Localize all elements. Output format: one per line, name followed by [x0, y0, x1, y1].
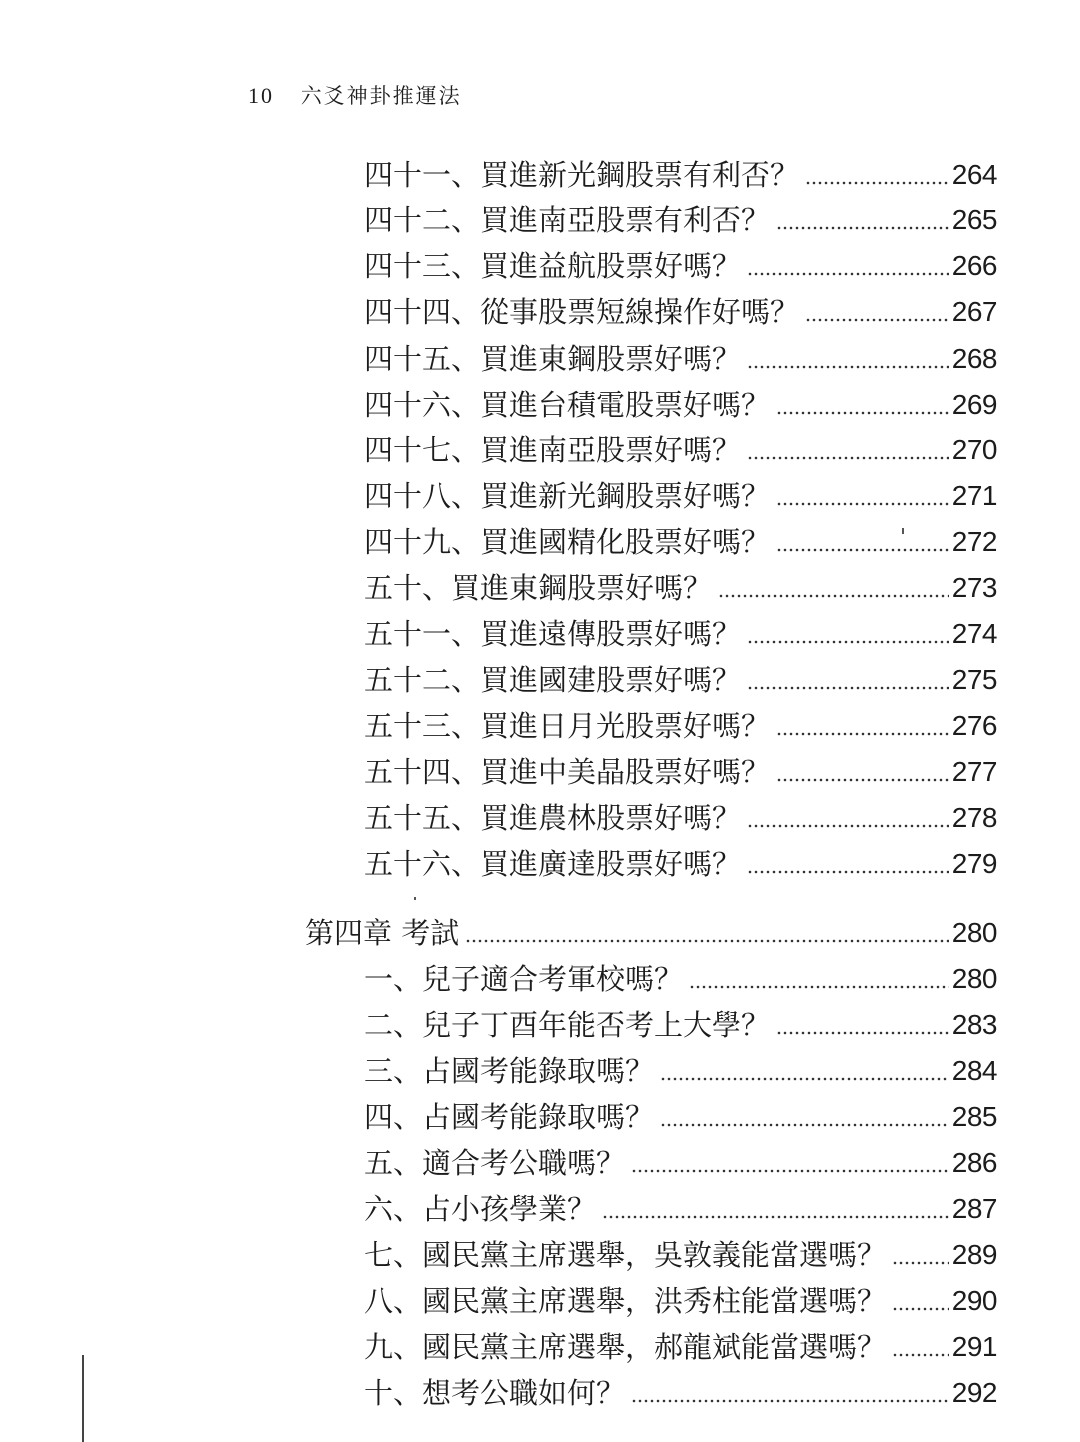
toc-entry-page: 264 [951, 159, 997, 190]
toc-entry-title: 五十二、買進國建股票好嗎？ [364, 663, 742, 697]
dot-leader [805, 301, 949, 323]
toc-entry [364, 1235, 997, 1275]
toc-entry [364, 1005, 997, 1045]
toc-entry [364, 798, 997, 838]
dot-leader [776, 761, 949, 783]
toc-entry-title: 五十四、買進中美晶股票好嗎？ [364, 755, 771, 789]
toc-entry [364, 706, 997, 746]
toc-entry-title: 四十六、買進台積電股票好嗎？ [364, 388, 771, 422]
toc-entry-title: 四十二、買進南亞股票有利否？ [364, 203, 771, 237]
header-page-number: 10 [248, 83, 274, 108]
dot-leader [689, 968, 949, 990]
toc-entry-title: 五十五、買進農林股票好嗎？ [364, 801, 742, 835]
toc-entry [364, 246, 997, 286]
chapter-title: 第四章 考試 [305, 916, 460, 950]
toc-entry-title: 五十、買進東鋼股票好嗎？ [364, 571, 713, 605]
toc-entry-title: 六、占小孩學業？ [364, 1192, 597, 1226]
toc-entry-page: 278 [951, 802, 997, 833]
dot-leader [747, 348, 949, 370]
toc-entry [364, 292, 997, 332]
toc-entry-page: 280 [951, 917, 997, 948]
toc-entry-title: 四十三、買進益航股票好嗎？ [364, 249, 742, 283]
scan-margin-line [82, 1355, 84, 1442]
dot-leader [776, 531, 949, 553]
dot-leader [747, 669, 949, 691]
dot-leader [776, 394, 949, 416]
dot-leader [602, 1198, 949, 1220]
toc-entry-page: 270 [951, 434, 997, 465]
scan-speck [902, 528, 904, 534]
toc-entry-page: 287 [951, 1193, 997, 1224]
toc-entry [364, 844, 997, 884]
toc-entry-title: 四十九、買進國精化股票好嗎？ [364, 525, 771, 559]
dot-leader [892, 1244, 949, 1266]
toc-entry-title: 二、兒子丁酉年能否考上大學？ [364, 1008, 771, 1042]
dot-leader [892, 1336, 949, 1358]
toc-entry-page: 280 [951, 963, 997, 994]
toc-entry [364, 385, 997, 425]
toc-entry-title: 四十五、買進東鋼股票好嗎？ [364, 342, 742, 376]
dot-leader [776, 485, 949, 507]
toc-entry [364, 959, 997, 999]
toc-entry [364, 1143, 997, 1183]
toc-entry-title: 八、國民黨主席選舉，洪秀柱能當選嗎？ [364, 1284, 887, 1318]
toc-entry-page: 284 [951, 1055, 997, 1086]
toc-entry-page: 266 [951, 250, 997, 281]
dot-leader [718, 577, 949, 599]
toc-entry [364, 660, 997, 700]
toc-entry [364, 476, 997, 516]
dot-leader [631, 1382, 949, 1404]
toc-entry-title: 一、兒子適合考軍校嗎？ [364, 962, 684, 996]
dot-leader [631, 1152, 949, 1174]
toc-entry-page: 268 [951, 343, 997, 374]
toc-entry-page: 271 [951, 480, 997, 511]
toc-entry-page: 283 [951, 1009, 997, 1040]
dot-leader [892, 1290, 949, 1312]
toc-entry-page: 269 [951, 389, 997, 420]
toc-entry-title: 五、適合考公職嗎？ [364, 1146, 626, 1180]
toc-chapter-heading [305, 913, 997, 953]
header-book-title: 六爻神卦推運法 [300, 84, 462, 108]
toc-entry-page: 291 [951, 1331, 997, 1362]
toc-entry-title: 五十三、買進日月光股票好嗎？ [364, 709, 771, 743]
toc-entry [364, 1281, 997, 1321]
toc-entry-page: 292 [951, 1377, 997, 1408]
dot-leader [747, 807, 949, 829]
toc-entry-page: 274 [951, 618, 997, 649]
dot-leader [465, 922, 949, 944]
toc-entry-page: 273 [951, 572, 997, 603]
dot-leader [747, 853, 949, 875]
toc-entry-page: 267 [951, 296, 997, 327]
toc-entry [364, 339, 997, 379]
toc-entry-title: 十、想考公職如何？ [364, 1376, 626, 1410]
toc-entry-page: 289 [951, 1239, 997, 1270]
dot-leader [747, 255, 949, 277]
toc-entry [364, 1189, 997, 1229]
toc-entry [364, 200, 997, 240]
toc-entry-page: 285 [951, 1101, 997, 1132]
toc-entry-page: 286 [951, 1147, 997, 1178]
scan-speck [414, 897, 416, 900]
toc-entry-title: 四十四、從事股票短線操作好嗎？ [364, 295, 800, 329]
toc-entry-title: 三、占國考能錄取嗎？ [364, 1054, 655, 1088]
toc-entry [364, 1373, 997, 1413]
toc-entry-title: 九、國民黨主席選舉，郝龍斌能當選嗎？ [364, 1330, 887, 1364]
toc-entry-page: 290 [951, 1285, 997, 1316]
toc-entry-title: 四十一、買進新光鋼股票有利否？ [364, 158, 800, 192]
toc-entry-page: 279 [951, 848, 997, 879]
toc-entry [364, 1051, 997, 1091]
toc-entry-title: 四、占國考能錄取嗎？ [364, 1100, 655, 1134]
toc-entry-title: 五十一、買進遠傳股票好嗎？ [364, 617, 742, 651]
toc-entry [364, 1327, 997, 1367]
toc-entry [364, 614, 997, 654]
toc-entry [364, 430, 997, 470]
toc-entry-title: 四十七、買進南亞股票好嗎？ [364, 433, 742, 467]
toc-entry-page: 275 [951, 664, 997, 695]
toc-entry-page: 272 [951, 526, 997, 557]
dot-leader [776, 715, 949, 737]
dot-leader [776, 209, 949, 231]
toc-entry [364, 752, 997, 792]
dot-leader [805, 164, 949, 186]
dot-leader [747, 439, 949, 461]
dot-leader [660, 1060, 949, 1082]
toc-entry [364, 568, 997, 608]
toc-entry [364, 1097, 997, 1137]
dot-leader [660, 1106, 949, 1128]
toc-entry-title: 五十六、買進廣達股票好嗎？ [364, 847, 742, 881]
toc-entry-page: 277 [951, 756, 997, 787]
dot-leader [776, 1014, 949, 1036]
toc-entry-page: 265 [951, 204, 997, 235]
toc-entry-title: 七、國民黨主席選舉，吳敦義能當選嗎？ [364, 1238, 887, 1272]
toc-entry-title: 四十八、買進新光鋼股票好嗎？ [364, 479, 771, 513]
toc-entry-page: 276 [951, 710, 997, 741]
dot-leader [747, 623, 949, 645]
toc-entry [364, 155, 997, 195]
